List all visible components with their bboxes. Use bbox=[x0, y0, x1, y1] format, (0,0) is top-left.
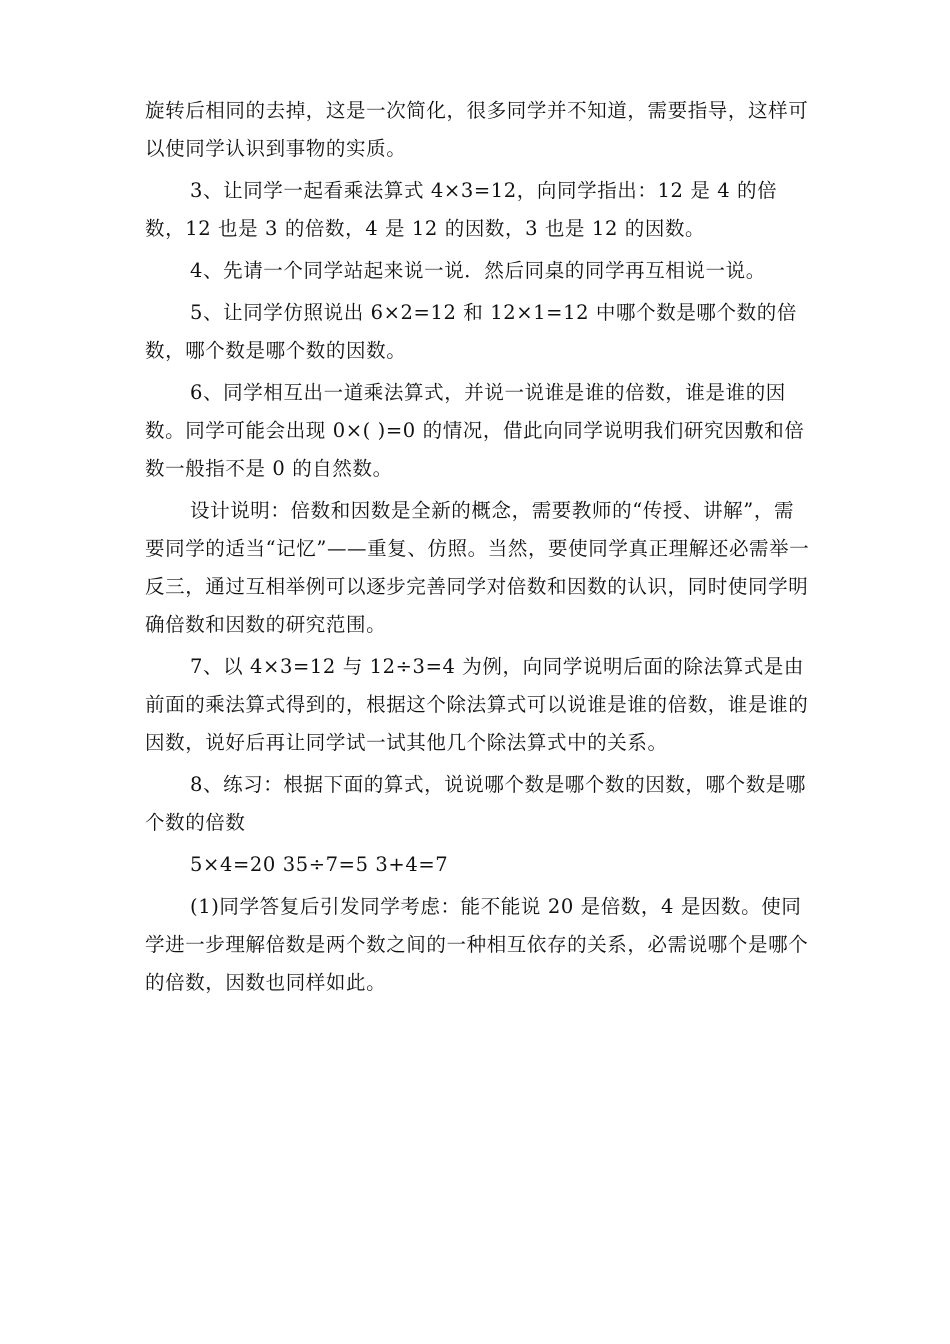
paragraph-3: 4、先请一个同学站起来说一说．然后同桌的同学再互相说一说。 bbox=[190, 259, 766, 282]
paragraph-10: (1)同学答复后引发同学考虑：能不能说 20 是倍数，4 是因数。使同学进一步理解倍数是两个数之间的一种相互依存的关系，必需说哪个是哪个的倍数，因数也同样如此。 bbox=[145, 895, 809, 994]
paragraph-9: 5×4=20 35÷7=5 3+4=7 bbox=[190, 853, 449, 876]
paragraph-7: 7、以 4×3=12 与 12÷3=4 为例，向同学说明后面的除法算式是由前面的乘法算式得到的，根据这个除法算式可以说谁是谁的倍数，谁是谁的因数，说好后再让同学试一试其他几个除法算式中的关系。 bbox=[145, 655, 809, 754]
paragraph-4: 5、让同学仿照说出 6×2=12 和 12×1=12 中哪个数是哪个数的倍数，哪个数是哪个数的因数。 bbox=[145, 301, 797, 362]
paragraph-1: 旋转后相同的去掉，这是一次简化，很多同学并不知道，需要指导，这样可以使同学认识到事物的实质。 bbox=[145, 99, 809, 160]
paragraph-6: 设计说明：倍数和因数是全新的概念，需要教师的“传授、讲解”，需要同学的适当“记忆”——重复、仿照。当然，要使同学真正理解还必需举一反三，通过互相举例可以逐步完善同学对倍数和因数的认识，同时使同学明确倍数和因数的研究范围。 bbox=[145, 499, 810, 636]
document-body bbox=[145, 92, 810, 1006]
paragraph-5: 6、同学相互出一道乘法算式，并说一说谁是谁的倍数，谁是谁的因数。同学可能会出现 0×( )=0 的情况，借此向同学说明我们研究因敷和倍数一般指不是 0 的自然数。 bbox=[145, 381, 805, 480]
paragraph-8: 8、练习：根据下面的算式，说说哪个数是哪个数的因数，哪个数是哪个数的倍数 bbox=[145, 773, 807, 834]
paragraph-2: 3、让同学一起看乘法算式 4×3=12，向同学指出：12 是 4 的倍数，12 也是 3 的倍数，4 是 12 的因数，3 也是 12 的因数。 bbox=[145, 179, 778, 240]
